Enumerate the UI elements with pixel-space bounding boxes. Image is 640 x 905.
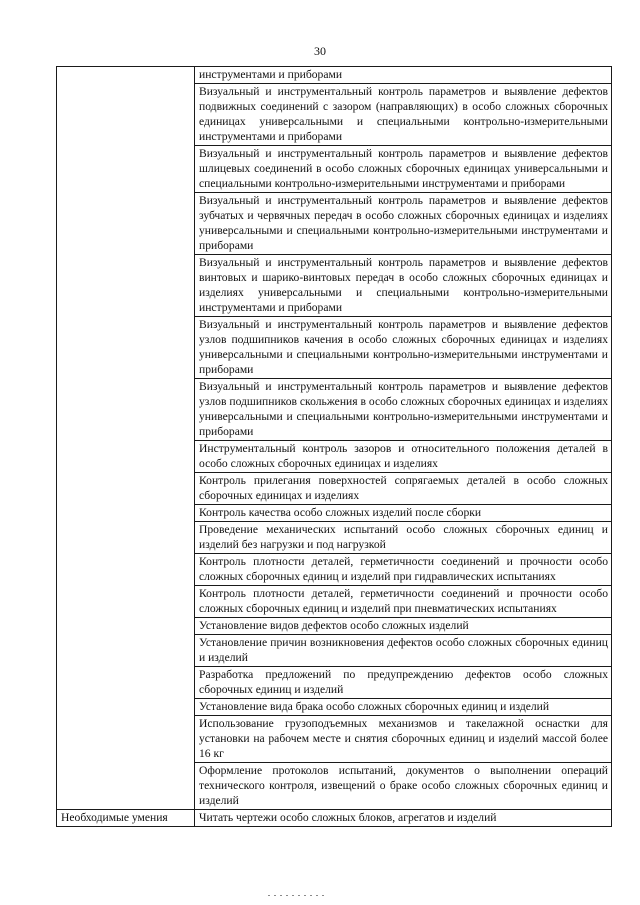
table-item: Проведение механических испытаний особо сложных сборочных единиц и изделий без нагрузки и под нагрузкой xyxy=(195,522,612,554)
skills-row xyxy=(57,810,612,827)
page-number: 30 xyxy=(314,44,326,58)
table-item: Инструментальный контроль зазоров и относительного положения деталей в особо сложных сборочных единицах и изделиях xyxy=(195,441,612,473)
table-item: Визуальный и инструментальный контроль параметров и выявление дефектов зубчатых и червячных передач в особо сложных сборочных единицах и изделиях универсальными и специальными контрольно-измерительными инструментами и приборами xyxy=(195,193,612,255)
table-item: Разработка предложений по предупреждению дефектов особо сложных сборочных единиц и изделий xyxy=(195,667,612,699)
requirements-table xyxy=(56,66,612,827)
table-item: Визуальный и инструментальный контроль параметров и выявление дефектов подвижных соединений с зазором (направляющих) в особо сложных сборочных единицах универсальными и специальными контрольно-измерительными инструментами и приборами xyxy=(195,84,612,146)
skills-item: Читать чертежи особо сложных блоков, агрегатов и изделий xyxy=(195,810,612,827)
table-item: Установление видов дефектов особо сложных изделий xyxy=(195,618,612,635)
table-item: Установление причин возникновения дефектов особо сложных сборочных единиц и изделий xyxy=(195,635,612,667)
table-item: Контроль прилегания поверхностей сопрягаемых деталей в особо сложных сборочных единицах и изделиях xyxy=(195,473,612,505)
table-item: Использование грузоподъемных механизмов и такелажной оснастки для установки на рабочем месте и снятия сборочных единиц и изделий массой более 16 кг xyxy=(195,716,612,763)
requirements-table-body xyxy=(57,67,612,827)
continuation-row xyxy=(57,67,612,84)
skills-label: Необходимые умения xyxy=(57,810,195,827)
table-item: Визуальный и инструментальный контроль параметров и выявление дефектов винтовых и шарико-винтовых передач в особо сложных сборочных единицах и изделиях универсальными и специальными контрольно-измерительными инструментами и приборами xyxy=(195,255,612,317)
table-item: Установление вида брака особо сложных сборочных единиц и изделий xyxy=(195,699,612,716)
scan-artifact xyxy=(268,895,328,896)
table-item: Контроль плотности деталей, герметичности соединений и прочности особо сложных сборочных единиц и изделий при гидравлических испытаниях xyxy=(195,554,612,586)
table-item: Визуальный и инструментальный контроль параметров и выявление дефектов шлицевых соединений в особо сложных сборочных единицах универсальными и специальными контрольно-измерительными инструментами и приборами xyxy=(195,146,612,193)
table-item: инструментами и приборами xyxy=(195,67,612,84)
table-item: Контроль качества особо сложных изделий после сборки xyxy=(195,505,612,522)
table-item: Визуальный и инструментальный контроль параметров и выявление дефектов узлов подшипников качения в особо сложных сборочных единицах и изделиях универсальными и специальными контрольно-измерительными инструментами и приборами xyxy=(195,317,612,379)
table-item: Оформление протоколов испытаний, документов о выполнении операций технического контроля, извещений о браке особо сложных сборочных единиц и изделий xyxy=(195,763,612,810)
table-item: Визуальный и инструментальный контроль параметров и выявление дефектов узлов подшипников скольжения в особо сложных сборочных единицах и изделиях универсальными и специальными контрольно-измерительными инструментами и приборами xyxy=(195,379,612,441)
continuation-label-cell xyxy=(57,67,195,810)
table-item: Контроль плотности деталей, герметичности соединений и прочности особо сложных сборочных единиц и изделий при пневматических испытаниях xyxy=(195,586,612,618)
